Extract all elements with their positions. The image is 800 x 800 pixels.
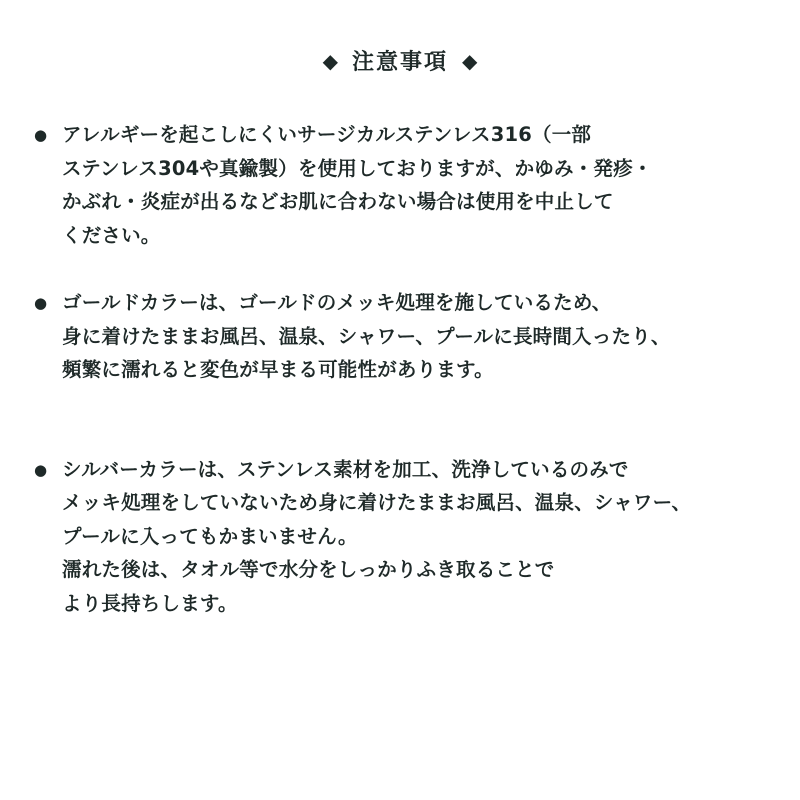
bullet-icon: ●: [34, 126, 48, 144]
notice-text: [62, 453, 780, 621]
notice-item-silver-color: [34, 453, 780, 621]
page-title: [0, 47, 800, 78]
notice-line: アレルギーを起こしにくいサージカルステンレス316（一部: [62, 123, 592, 146]
diamond-icon: ◆: [462, 49, 478, 73]
notice-line: シルバーカラーは、ステンレス素材を加工、洗浄しているのみで: [62, 457, 629, 481]
diamond-icon: ◆: [322, 49, 338, 73]
notice-text: [62, 118, 780, 252]
notice-line: より長持ちします。: [62, 591, 238, 615]
notice-line: ください。: [62, 223, 161, 247]
notice-line: 頻繁に濡れると変色が早まる可能性があります。: [62, 358, 494, 381]
notice-item-gold-color: [34, 286, 780, 387]
bullet-icon: ●: [34, 460, 48, 479]
page-title-text: 注意事項: [351, 50, 448, 75]
notice-line: 濡れた後は、タオル等で水分をしっかりふき取ることで: [62, 558, 555, 581]
notice-item-allergy: [34, 118, 780, 252]
notice-list: [0, 118, 800, 620]
notice-line: プールに入ってもかまいません。: [62, 524, 358, 548]
notice-line: メッキ処理をしていないため身に着けたままお風呂、温泉、シャワー、: [62, 491, 692, 514]
bullet-icon: ●: [34, 294, 48, 312]
notice-line: ゴールドカラーは、ゴールドのメッキ処理を施しているため、: [62, 291, 612, 314]
notice-text: [62, 286, 780, 387]
notice-line: ステンレス304や真鍮製）を使用しておりますが、かゆみ・発疹・: [62, 156, 653, 180]
notice-line: かぶれ・炎症が出るなどお肌に合わない場合は使用を中止して: [62, 190, 614, 213]
notice-line: 身に着けたままお風呂、温泉、シャワー、プールに長時間入ったり、: [62, 324, 671, 348]
